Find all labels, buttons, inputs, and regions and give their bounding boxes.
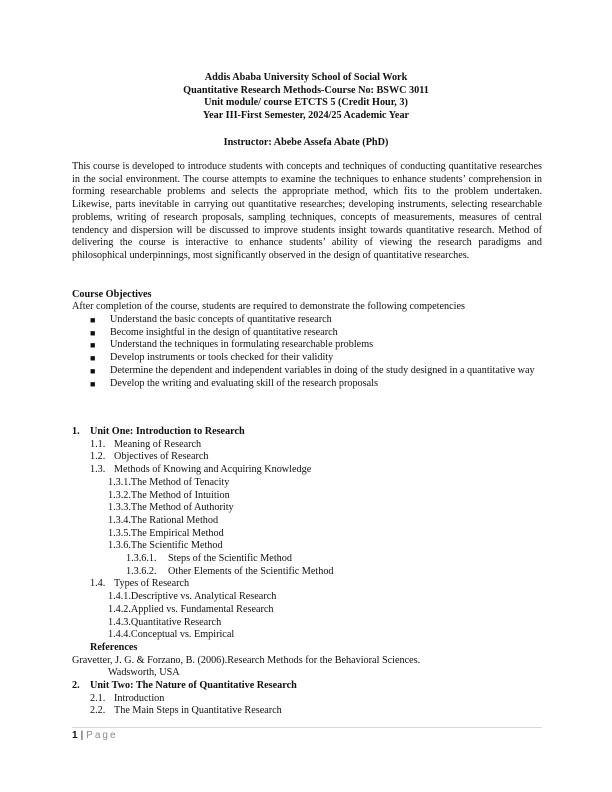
section-item: 1.3. Methods of Knowing and Acquiring Knowledge — [90, 464, 312, 476]
bullet-icon: ■ — [90, 340, 96, 351]
credit-line: Unit module/ course ETCTS 5 (Credit Hour, 3) — [204, 97, 408, 109]
section-item: 2.2. The Main Steps in Quantitative Research — [90, 705, 282, 717]
bullet-icon: ■ — [90, 327, 96, 338]
bullet-icon: ■ — [90, 315, 96, 325]
objective-item: ■ Determine the dependent and independent variables in doing of the study designed in a quantitative way — [90, 364, 535, 376]
subsection-item: 1.3.4.The Rational Method — [108, 514, 219, 526]
section-item: 1.1. Meaning of Research — [90, 438, 202, 450]
footer-divider — [72, 727, 542, 728]
subsection-item: 1.3.6.The Scientific Method — [108, 540, 223, 552]
subsection-item: 1.4.2.Applied vs. Fundamental Research — [108, 603, 274, 615]
section-item: 1.2. Objectives of Research — [90, 451, 209, 463]
bullet-icon: ■ — [90, 353, 96, 364]
objectives-lead: After completion of the course, students are required to demonstrate the following competencies — [72, 301, 465, 312]
sub-subsection-item: 1.3.6.1. Steps of the Scientific Method — [126, 553, 292, 565]
subsection-item: 1.3.2.The Method of Intuition — [108, 489, 230, 501]
objectives-list — [90, 314, 542, 390]
objective-item: ■ Understand the basic concepts of quantitative research — [90, 314, 332, 325]
subsection-item: 1.3.1.The Method of Tenacity — [108, 476, 230, 488]
reference-entry: Gravetter, J. G. & Forzano, B. (2006).Research Methods for the Behavioral Sciences. — [72, 654, 421, 666]
objective-item: ■ Understand the techniques in formulating researchable problems — [90, 339, 374, 351]
course-outline — [72, 426, 542, 718]
instructor-line: Instructor: Abebe Assefa Abate (PhD) — [223, 137, 389, 148]
course-header — [0, 72, 612, 122]
section-item: 2.1. Introduction — [90, 692, 165, 704]
unit-heading: 1. Unit One: Introduction to Research — [72, 426, 245, 437]
unit-heading: 2. Unit Two: The Nature of Quantitative Research — [72, 680, 297, 692]
footer-separator: | — [80, 730, 84, 741]
bullet-icon: ■ — [90, 365, 96, 376]
page-footer — [72, 730, 118, 741]
section-item: 1.4. Types of Research — [90, 578, 190, 590]
objective-item: ■ Develop the writing and evaluating skill of the research proposals — [90, 377, 378, 389]
course-line: Quantitative Research Methods-Course No: BSWC 3011 — [183, 84, 429, 96]
references-heading: References — [90, 641, 138, 653]
subsection-item: 1.3.3.The Method of Authority — [108, 502, 234, 514]
university-line: Addis Ababa University School of Social Work — [204, 72, 408, 83]
objective-item: ■ Develop instruments or tools checked for their validity — [90, 352, 334, 364]
page-label: Page — [86, 730, 118, 741]
subsection-item: 1.4.4.Conceptual vs. Empirical — [108, 629, 235, 641]
semester-line: Year III-First Semester, 2024/25 Academic Year — [202, 109, 410, 121]
subsection-item: 1.4.3.Quantitative Research — [108, 616, 222, 628]
objective-item: ■ Become insightful in the design of quantitative research — [90, 326, 338, 338]
objectives-title: Course Objectives — [72, 289, 152, 300]
course-description: This course is developed to introduce students with concepts and techniques of conducting quantitative researches in the social environment. The course attempts to examine the techniques to enhance students’ comprehension in forming researchable problems and selects the appropriate method, which fits to the problem undertaken. Likewise, parts inevitable in carrying out quantitative researches; developing instruments, selecting researchable problems, writing of research proposals, sampling techniques, concepts of measurements, measures of central tendency and dispersion will be discussed to improve students insight towards quantitative research. Method of delivering the course is interactive to enhance students’ ability of viewing the research paradigms and philosophical underpinnings, most significantly observed in the design of quantitative researches. — [72, 161, 542, 261]
sub-subsection-item: 1.3.6.2. Other Elements of the Scientific Method — [126, 565, 334, 577]
page-number: 1 — [72, 730, 78, 741]
reference-entry-continued: Wadsworth, USA — [108, 667, 180, 679]
bullet-icon: ■ — [90, 378, 96, 389]
subsection-item: 1.3.5.The Empirical Method — [108, 527, 224, 539]
subsection-item: 1.4.1.Descriptive vs. Analytical Research — [108, 591, 277, 603]
